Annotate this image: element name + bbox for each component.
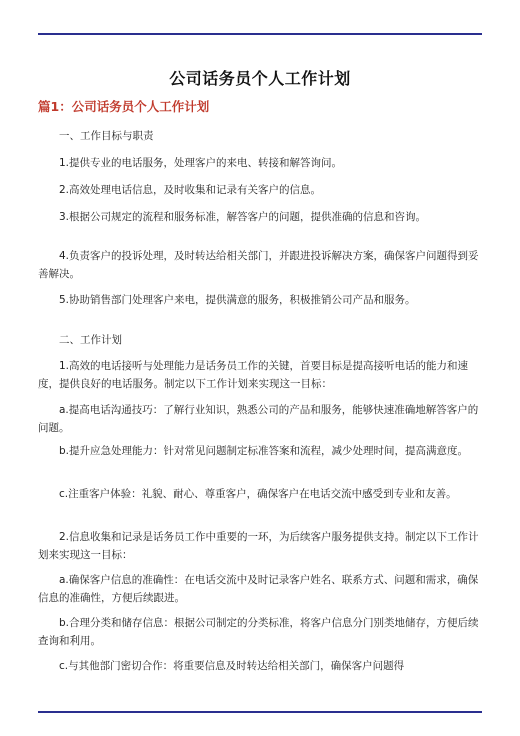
paragraph-2: 1.提供专业的电话服务，处理客户的来电、转接和解答询问。 <box>59 157 343 169</box>
paragraph-6: 5.协助销售部门处理客户来电，提供满意的服务，积极推销公司产品和服务。 <box>59 294 416 306</box>
paragraph-13: a.确保客户信息的准确性：在电话交流中及时记录客户姓名、联系方式、问题和需求，确保信息的准确性，方便后续跟进。 <box>38 574 479 604</box>
paragraph-8: 1.高效的电话接听与处理能力是话务员工作的关键，首要目标是提高接听电话的能力和速度，提供良好的电话服务。制定以下工作计划来实现这一目标： <box>38 360 469 390</box>
paragraph-15: c.与其他部门密切合作：将重要信息及时转达给相关部门，确保客户问题得 <box>59 660 405 672</box>
paragraph-12: 2.信息收集和记录是话务员工作中重要的一环，为后续客户服务提供支持。制定以下工作计划来实现这一目标： <box>38 531 479 561</box>
paragraph-3: 2.高效处理电话信息，及时收集和记录有关客户的信息。 <box>59 184 322 196</box>
paragraph-11: c.注重客户体验：礼貌、耐心、尊重客户，确保客户在电话交流中感受到专业和友善。 <box>59 488 457 500</box>
paragraph-7: 二、工作计划 <box>59 334 122 346</box>
paragraph-9: a.提高电话沟通技巧：了解行业知识，熟悉公司的产品和服务，能够快速准确地解答客户的问题。 <box>38 404 479 434</box>
top-rule <box>38 33 482 35</box>
paragraph-5: 4.负责客户的投诉处理，及时转达给相关部门，并跟进投诉解决方案，确保客户问题得到妥善解决。 <box>38 250 479 280</box>
paragraph-14: b.合理分类和储存信息：根据公司制定的分类标准，将客户信息分门别类地储存，方便后续查询和利用。 <box>38 617 479 647</box>
document-title: 公司话务员个人工作计划 <box>169 69 351 88</box>
bottom-rule <box>38 711 482 713</box>
paragraph-4: 3.根据公司规定的流程和服务标准，解答客户的问题，提供准确的信息和咨询。 <box>59 211 427 223</box>
paragraph-1: 一、工作目标与职责 <box>59 130 154 142</box>
paragraph-10: b.提升应急处理能力：针对常见问题制定标准答案和流程，减少处理时间，提高满意度。 <box>59 445 469 457</box>
section-heading: 篇1：公司话务员个人工作计划 <box>38 99 210 114</box>
